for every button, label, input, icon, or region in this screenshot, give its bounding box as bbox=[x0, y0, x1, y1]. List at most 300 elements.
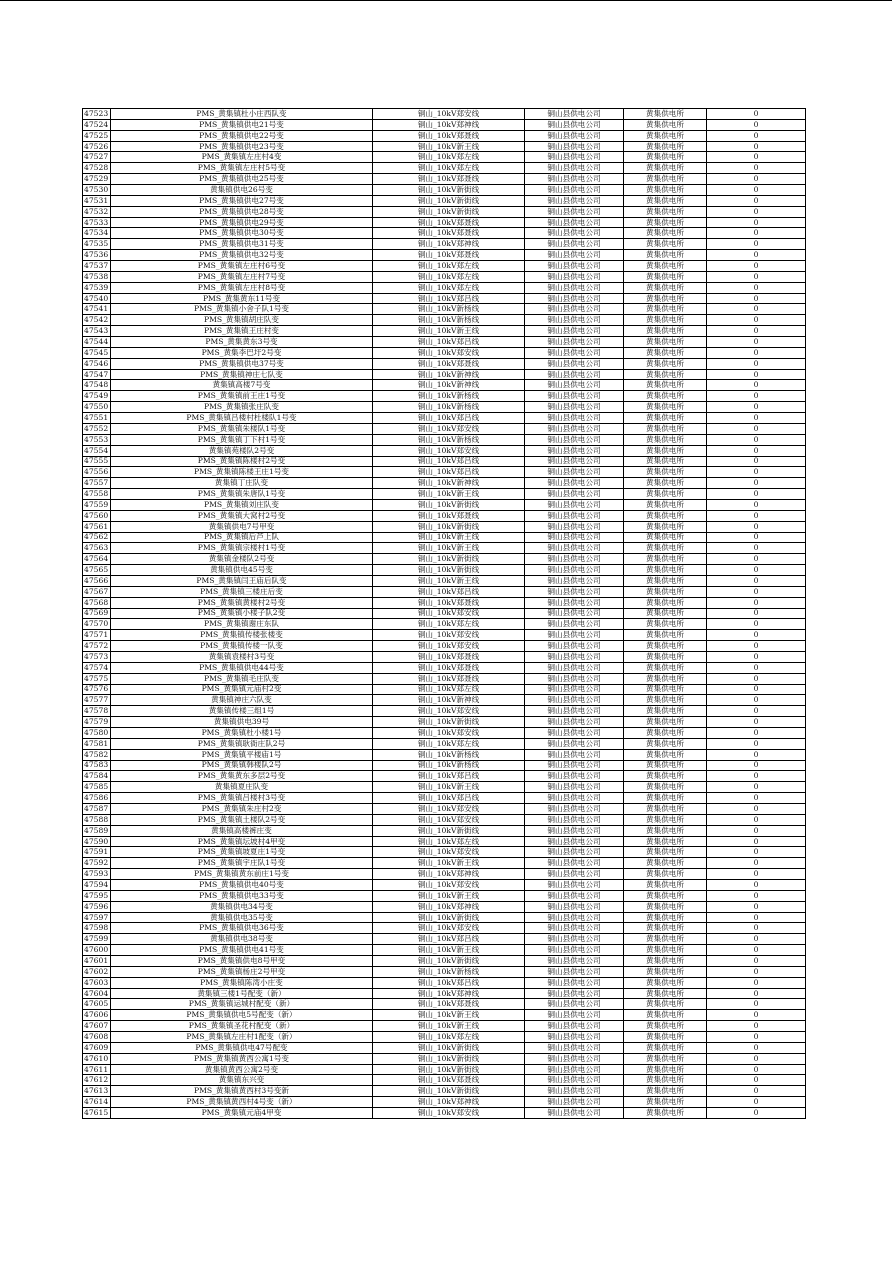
cell-transformer-name: PMS_黄集镇供电28号变 bbox=[111, 206, 373, 217]
table-row bbox=[83, 456, 806, 467]
table-row bbox=[83, 413, 806, 424]
cell-transformer-name: PMS_黄集镇胡庄队变 bbox=[111, 315, 373, 326]
cell-company: 铜山县供电公司 bbox=[525, 771, 624, 782]
cell-station: 黄集供电所 bbox=[624, 380, 707, 391]
cell-station: 黄集供电所 bbox=[624, 521, 707, 532]
cell-transformer-name: PMS_黄集镇朱庄村2变 bbox=[111, 804, 373, 815]
cell-id: 47538 bbox=[83, 271, 111, 282]
cell-count: 0 bbox=[707, 489, 806, 500]
cell-id: 47574 bbox=[83, 662, 111, 673]
table-row bbox=[83, 641, 806, 652]
cell-transformer-name: PMS_黄集镇供电31号变 bbox=[111, 239, 373, 250]
cell-transformer-name: PMS_黄集镇黄西村4号变（新） bbox=[111, 1097, 373, 1108]
table-row bbox=[83, 858, 806, 869]
cell-feeder-line: 铜山_10kV新神线 bbox=[373, 695, 525, 706]
cell-count: 0 bbox=[707, 847, 806, 858]
cell-transformer-name: PMS_黄集镇耿衙庄队2号 bbox=[111, 738, 373, 749]
cell-id: 47606 bbox=[83, 1010, 111, 1021]
cell-station: 黄集供电所 bbox=[624, 1097, 707, 1108]
spreadsheet-page bbox=[82, 108, 806, 1119]
table-row bbox=[83, 217, 806, 228]
cell-count: 0 bbox=[707, 641, 806, 652]
table-row bbox=[83, 630, 806, 641]
cell-id: 47583 bbox=[83, 760, 111, 771]
table-row bbox=[83, 749, 806, 760]
cell-station: 黄集供电所 bbox=[624, 152, 707, 163]
cell-count: 0 bbox=[707, 1032, 806, 1043]
cell-id: 47576 bbox=[83, 684, 111, 695]
cell-transformer-name: PMS_黄集镇坡夏庄1号变 bbox=[111, 847, 373, 858]
cell-transformer-name: 黄集镇东兴变 bbox=[111, 1075, 373, 1086]
cell-feeder-line: 铜山_10kV新街线 bbox=[373, 565, 525, 576]
cell-feeder-line: 铜山_10kV郑吕线 bbox=[373, 467, 525, 478]
cell-feeder-line: 铜山_10kV郑安线 bbox=[373, 423, 525, 434]
cell-id: 47525 bbox=[83, 130, 111, 141]
cell-feeder-line: 铜山_10kV郑左线 bbox=[373, 738, 525, 749]
cell-station: 黄集供电所 bbox=[624, 923, 707, 934]
cell-transformer-name: PMS_黄集镇闫王庙后队变 bbox=[111, 575, 373, 586]
cell-feeder-line: 铜山_10kV郑聂线 bbox=[373, 250, 525, 261]
cell-company: 铜山县供电公司 bbox=[525, 456, 624, 467]
cell-id: 47527 bbox=[83, 152, 111, 163]
cell-company: 铜山县供电公司 bbox=[525, 304, 624, 315]
cell-transformer-name: PMS_黄集镇传楼一队变 bbox=[111, 641, 373, 652]
cell-feeder-line: 铜山_10kV新王线 bbox=[373, 326, 525, 337]
cell-transformer-name: PMS_黄集镇黄西公寓1号变 bbox=[111, 1053, 373, 1064]
cell-id: 47605 bbox=[83, 999, 111, 1010]
cell-count: 0 bbox=[707, 858, 806, 869]
cell-company: 铜山县供电公司 bbox=[525, 250, 624, 261]
cell-station: 黄集供电所 bbox=[624, 749, 707, 760]
cell-station: 黄集供电所 bbox=[624, 793, 707, 804]
cell-count: 0 bbox=[707, 467, 806, 478]
cell-company: 铜山县供电公司 bbox=[525, 619, 624, 630]
cell-company: 铜山县供电公司 bbox=[525, 423, 624, 434]
cell-count: 0 bbox=[707, 684, 806, 695]
cell-id: 47601 bbox=[83, 956, 111, 967]
cell-company: 铜山县供电公司 bbox=[525, 1053, 624, 1064]
cell-id: 47535 bbox=[83, 239, 111, 250]
cell-count: 0 bbox=[707, 565, 806, 576]
cell-company: 铜山县供电公司 bbox=[525, 738, 624, 749]
table-row bbox=[83, 814, 806, 825]
table-row bbox=[83, 782, 806, 793]
cell-company: 铜山县供电公司 bbox=[525, 543, 624, 554]
cell-feeder-line: 铜山_10kV新王线 bbox=[373, 489, 525, 500]
cell-feeder-line: 铜山_10kV新杨线 bbox=[373, 402, 525, 413]
cell-company: 铜山县供电公司 bbox=[525, 521, 624, 532]
cell-id: 47585 bbox=[83, 782, 111, 793]
cell-transformer-name: PMS_黄集镇张庄队变 bbox=[111, 402, 373, 413]
table-row bbox=[83, 228, 806, 239]
cell-company: 铜山县供电公司 bbox=[525, 695, 624, 706]
cell-station: 黄集供电所 bbox=[624, 1075, 707, 1086]
cell-feeder-line: 铜山_10kV郑安线 bbox=[373, 608, 525, 619]
table-row bbox=[83, 575, 806, 586]
table-row bbox=[83, 597, 806, 608]
cell-count: 0 bbox=[707, 391, 806, 402]
table-row bbox=[83, 956, 806, 967]
cell-id: 47586 bbox=[83, 793, 111, 804]
cell-transformer-name: PMS_黄集镇杨庄2号甲变 bbox=[111, 966, 373, 977]
cell-company: 铜山县供电公司 bbox=[525, 347, 624, 358]
table-row bbox=[83, 1032, 806, 1043]
cell-transformer-name: PMS_黄集镇平楼庙1号 bbox=[111, 749, 373, 760]
cell-feeder-line: 铜山_10kV郑神线 bbox=[373, 239, 525, 250]
cell-station: 黄集供电所 bbox=[624, 1010, 707, 1021]
cell-id: 47589 bbox=[83, 825, 111, 836]
cell-company: 铜山县供电公司 bbox=[525, 402, 624, 413]
cell-transformer-name: 黄集镇传楼三组1号 bbox=[111, 706, 373, 717]
table-row bbox=[83, 836, 806, 847]
cell-feeder-line: 铜山_10kV郑聂线 bbox=[373, 217, 525, 228]
cell-feeder-line: 铜山_10kV新街线 bbox=[373, 956, 525, 967]
cell-feeder-line: 铜山_10kV新杨线 bbox=[373, 315, 525, 326]
cell-id: 47546 bbox=[83, 358, 111, 369]
cell-count: 0 bbox=[707, 445, 806, 456]
cell-transformer-name: PMS_黄集镇供电21号变 bbox=[111, 119, 373, 130]
cell-feeder-line: 铜山_10kV新杨线 bbox=[373, 434, 525, 445]
cell-transformer-name: PMS_黄集镇黄西村3号变新 bbox=[111, 1086, 373, 1097]
cell-count: 0 bbox=[707, 532, 806, 543]
cell-id: 47593 bbox=[83, 869, 111, 880]
table-row bbox=[83, 282, 806, 293]
cell-station: 黄集供电所 bbox=[624, 684, 707, 695]
cell-company: 铜山县供电公司 bbox=[525, 673, 624, 684]
cell-count: 0 bbox=[707, 1064, 806, 1075]
cell-feeder-line: 铜山_10kV新街线 bbox=[373, 1053, 525, 1064]
cell-count: 0 bbox=[707, 163, 806, 174]
cell-count: 0 bbox=[707, 695, 806, 706]
cell-id: 47577 bbox=[83, 695, 111, 706]
table-row bbox=[83, 109, 806, 120]
cell-station: 黄集供电所 bbox=[624, 109, 707, 120]
cell-count: 0 bbox=[707, 630, 806, 641]
cell-count: 0 bbox=[707, 1075, 806, 1086]
table-row bbox=[83, 760, 806, 771]
cell-transformer-name: PMS_黄集镇左庄村5号变 bbox=[111, 163, 373, 174]
cell-company: 铜山县供电公司 bbox=[525, 814, 624, 825]
table-row bbox=[83, 825, 806, 836]
cell-count: 0 bbox=[707, 282, 806, 293]
cell-transformer-name: PMS_黄集镇左庄村1配变（新） bbox=[111, 1032, 373, 1043]
cell-station: 黄集供电所 bbox=[624, 956, 707, 967]
cell-company: 铜山县供电公司 bbox=[525, 391, 624, 402]
cell-transformer-name: PMS_黄集镇黄楼村2号变 bbox=[111, 597, 373, 608]
cell-count: 0 bbox=[707, 380, 806, 391]
table-row bbox=[83, 358, 806, 369]
table-row bbox=[83, 1021, 806, 1032]
cell-feeder-line: 铜山_10kV郑聂线 bbox=[373, 174, 525, 185]
cell-feeder-line: 铜山_10kV郑左线 bbox=[373, 684, 525, 695]
cell-company: 铜山县供电公司 bbox=[525, 1086, 624, 1097]
table-row bbox=[83, 434, 806, 445]
table-row bbox=[83, 380, 806, 391]
cell-feeder-line: 铜山_10kV新杨线 bbox=[373, 304, 525, 315]
cell-transformer-name: PMS_黄集镇朱楼队1号变 bbox=[111, 423, 373, 434]
cell-transformer-name: PMS_黄集镇韩楼队2号 bbox=[111, 760, 373, 771]
table-row bbox=[83, 1053, 806, 1064]
cell-station: 黄集供电所 bbox=[624, 988, 707, 999]
cell-count: 0 bbox=[707, 923, 806, 934]
cell-company: 铜山县供电公司 bbox=[525, 141, 624, 152]
cell-company: 铜山县供电公司 bbox=[525, 293, 624, 304]
cell-company: 铜山县供电公司 bbox=[525, 380, 624, 391]
cell-station: 黄集供电所 bbox=[624, 1053, 707, 1064]
cell-feeder-line: 铜山_10kV新街线 bbox=[373, 717, 525, 728]
table-row bbox=[83, 445, 806, 456]
cell-station: 黄集供电所 bbox=[624, 651, 707, 662]
table-row bbox=[83, 695, 806, 706]
cell-feeder-line: 铜山_10kV新王线 bbox=[373, 543, 525, 554]
cell-company: 铜山县供电公司 bbox=[525, 684, 624, 695]
cell-company: 铜山县供电公司 bbox=[525, 782, 624, 793]
cell-transformer-name: 黄集镇高楼裤庄变 bbox=[111, 825, 373, 836]
cell-count: 0 bbox=[707, 185, 806, 196]
cell-id: 47555 bbox=[83, 456, 111, 467]
cell-count: 0 bbox=[707, 825, 806, 836]
cell-transformer-name: PMS_黄集镇左庄村7号变 bbox=[111, 271, 373, 282]
cell-station: 黄集供电所 bbox=[624, 402, 707, 413]
table-row bbox=[83, 771, 806, 782]
cell-transformer-name: PMS_黄集镇杜小楼1号 bbox=[111, 727, 373, 738]
cell-id: 47610 bbox=[83, 1053, 111, 1064]
cell-transformer-name: PMS_黄集镇供电5号配变（新） bbox=[111, 1010, 373, 1021]
cell-count: 0 bbox=[707, 174, 806, 185]
cell-id: 47562 bbox=[83, 532, 111, 543]
cell-station: 黄集供电所 bbox=[624, 532, 707, 543]
cell-company: 铜山县供电公司 bbox=[525, 109, 624, 120]
cell-transformer-name: 黄集镇袁楼村3号变 bbox=[111, 651, 373, 662]
table-row bbox=[83, 163, 806, 174]
cell-station: 黄集供电所 bbox=[624, 1032, 707, 1043]
cell-id: 47566 bbox=[83, 575, 111, 586]
cell-transformer-name: PMS_黄集镇左庄村4变 bbox=[111, 152, 373, 163]
cell-station: 黄集供电所 bbox=[624, 358, 707, 369]
cell-count: 0 bbox=[707, 261, 806, 272]
cell-feeder-line: 铜山_10kV新街线 bbox=[373, 185, 525, 196]
cell-count: 0 bbox=[707, 1097, 806, 1108]
cell-company: 铜山县供电公司 bbox=[525, 271, 624, 282]
cell-count: 0 bbox=[707, 597, 806, 608]
cell-id: 47544 bbox=[83, 337, 111, 348]
table-row bbox=[83, 565, 806, 576]
cell-feeder-line: 铜山_10kV郑左线 bbox=[373, 271, 525, 282]
cell-feeder-line: 铜山_10kV郑左线 bbox=[373, 619, 525, 630]
cell-id: 47567 bbox=[83, 586, 111, 597]
cell-count: 0 bbox=[707, 239, 806, 250]
cell-company: 铜山县供电公司 bbox=[525, 1032, 624, 1043]
cell-company: 铜山县供电公司 bbox=[525, 434, 624, 445]
table-row bbox=[83, 934, 806, 945]
cell-count: 0 bbox=[707, 413, 806, 424]
table-row bbox=[83, 1097, 806, 1108]
cell-company: 铜山县供电公司 bbox=[525, 239, 624, 250]
cell-id: 47591 bbox=[83, 847, 111, 858]
table-row bbox=[83, 195, 806, 206]
cell-station: 黄集供电所 bbox=[624, 836, 707, 847]
cell-feeder-line: 铜山_10kV郑安线 bbox=[373, 1108, 525, 1119]
table-row bbox=[83, 1064, 806, 1075]
cell-station: 黄集供电所 bbox=[624, 977, 707, 988]
cell-company: 铜山县供电公司 bbox=[525, 315, 624, 326]
cell-station: 黄集供电所 bbox=[624, 282, 707, 293]
cell-feeder-line: 铜山_10kV郑安线 bbox=[373, 804, 525, 815]
cell-station: 黄集供电所 bbox=[624, 130, 707, 141]
cell-id: 47599 bbox=[83, 934, 111, 945]
cell-station: 黄集供电所 bbox=[624, 695, 707, 706]
cell-count: 0 bbox=[707, 771, 806, 782]
cell-feeder-line: 铜山_10kV郑聂线 bbox=[373, 999, 525, 1010]
cell-transformer-name: PMS_黄集镇元庙4甲变 bbox=[111, 1108, 373, 1119]
cell-transformer-name: 黄集镇黄西公寓2号变 bbox=[111, 1064, 373, 1075]
cell-count: 0 bbox=[707, 880, 806, 891]
cell-company: 铜山县供电公司 bbox=[525, 119, 624, 130]
cell-station: 黄集供电所 bbox=[624, 326, 707, 337]
cell-count: 0 bbox=[707, 814, 806, 825]
cell-id: 47552 bbox=[83, 423, 111, 434]
cell-transformer-name: PMS_黄集李巴圩2号变 bbox=[111, 347, 373, 358]
cell-count: 0 bbox=[707, 119, 806, 130]
cell-transformer-name: 黄集镇金楼队2号变 bbox=[111, 554, 373, 565]
cell-feeder-line: 铜山_10kV新王线 bbox=[373, 1010, 525, 1021]
table-row bbox=[83, 706, 806, 717]
cell-id: 47557 bbox=[83, 478, 111, 489]
cell-company: 铜山县供电公司 bbox=[525, 999, 624, 1010]
cell-feeder-line: 铜山_10kV郑聂线 bbox=[373, 130, 525, 141]
table-row bbox=[83, 391, 806, 402]
cell-company: 铜山县供电公司 bbox=[525, 1075, 624, 1086]
table-row bbox=[83, 684, 806, 695]
table-row bbox=[83, 185, 806, 196]
cell-id: 47530 bbox=[83, 185, 111, 196]
cell-company: 铜山县供电公司 bbox=[525, 1021, 624, 1032]
table-row bbox=[83, 727, 806, 738]
cell-company: 铜山县供电公司 bbox=[525, 206, 624, 217]
cell-id: 47579 bbox=[83, 717, 111, 728]
cell-count: 0 bbox=[707, 966, 806, 977]
cell-company: 铜山县供电公司 bbox=[525, 977, 624, 988]
cell-id: 47608 bbox=[83, 1032, 111, 1043]
cell-transformer-name: PMS_黄集镇供电22号变 bbox=[111, 130, 373, 141]
cell-company: 铜山县供电公司 bbox=[525, 934, 624, 945]
cell-feeder-line: 铜山_10kV郑神线 bbox=[373, 988, 525, 999]
cell-transformer-name: PMS_黄集镇杜小庄西队变 bbox=[111, 109, 373, 120]
cell-id: 47560 bbox=[83, 510, 111, 521]
cell-count: 0 bbox=[707, 869, 806, 880]
table-row bbox=[83, 608, 806, 619]
cell-station: 黄集供电所 bbox=[624, 934, 707, 945]
cell-company: 铜山县供电公司 bbox=[525, 651, 624, 662]
cell-feeder-line: 铜山_10kV郑聂线 bbox=[373, 510, 525, 521]
cell-company: 铜山县供电公司 bbox=[525, 890, 624, 901]
cell-id: 47543 bbox=[83, 326, 111, 337]
cell-station: 黄集供电所 bbox=[624, 804, 707, 815]
cell-id: 47582 bbox=[83, 749, 111, 760]
cell-feeder-line: 铜山_10kV郑聂线 bbox=[373, 228, 525, 239]
table-row bbox=[83, 1086, 806, 1097]
cell-transformer-name: PMS_黄集镇运城村配变（新） bbox=[111, 999, 373, 1010]
cell-company: 铜山县供电公司 bbox=[525, 749, 624, 760]
cell-company: 铜山县供电公司 bbox=[525, 510, 624, 521]
cell-id: 47615 bbox=[83, 1108, 111, 1119]
cell-station: 黄集供电所 bbox=[624, 543, 707, 554]
cell-station: 黄集供电所 bbox=[624, 814, 707, 825]
cell-company: 铜山县供电公司 bbox=[525, 185, 624, 196]
cell-id: 47541 bbox=[83, 304, 111, 315]
cell-station: 黄集供电所 bbox=[624, 489, 707, 500]
cell-feeder-line: 铜山_10kV新杨线 bbox=[373, 391, 525, 402]
cell-feeder-line: 铜山_10kV郑吕线 bbox=[373, 456, 525, 467]
cell-id: 47540 bbox=[83, 293, 111, 304]
cell-transformer-name: PMS_黄集镇供电29号变 bbox=[111, 217, 373, 228]
cell-company: 铜山县供电公司 bbox=[525, 923, 624, 934]
cell-station: 黄集供电所 bbox=[624, 782, 707, 793]
cell-company: 铜山县供电公司 bbox=[525, 478, 624, 489]
cell-company: 铜山县供电公司 bbox=[525, 836, 624, 847]
table-row bbox=[83, 738, 806, 749]
cell-company: 铜山县供电公司 bbox=[525, 413, 624, 424]
cell-company: 铜山县供电公司 bbox=[525, 152, 624, 163]
cell-feeder-line: 铜山_10kV郑左线 bbox=[373, 836, 525, 847]
cell-station: 黄集供电所 bbox=[624, 608, 707, 619]
cell-transformer-name: 黄集镇高楼7号变 bbox=[111, 380, 373, 391]
cell-feeder-line: 铜山_10kV郑吕线 bbox=[373, 977, 525, 988]
table-row bbox=[83, 423, 806, 434]
cell-company: 铜山县供电公司 bbox=[525, 912, 624, 923]
cell-station: 黄集供电所 bbox=[624, 1021, 707, 1032]
table-row bbox=[83, 793, 806, 804]
cell-transformer-name: PMS_黄集镇传楼张楼变 bbox=[111, 630, 373, 641]
cell-feeder-line: 铜山_10kV新街线 bbox=[373, 1086, 525, 1097]
cell-feeder-line: 铜山_10kV郑左线 bbox=[373, 282, 525, 293]
cell-id: 47569 bbox=[83, 608, 111, 619]
cell-count: 0 bbox=[707, 575, 806, 586]
cell-station: 黄集供电所 bbox=[624, 185, 707, 196]
cell-company: 铜山县供电公司 bbox=[525, 641, 624, 652]
cell-id: 47547 bbox=[83, 369, 111, 380]
cell-transformer-name: PMS_黄集镇神庄七队变 bbox=[111, 369, 373, 380]
table-row bbox=[83, 619, 806, 630]
cell-id: 47570 bbox=[83, 619, 111, 630]
cell-transformer-name: PMS_黄集镇供电32号变 bbox=[111, 250, 373, 261]
cell-company: 铜山县供电公司 bbox=[525, 217, 624, 228]
table-row bbox=[83, 510, 806, 521]
cell-company: 铜山县供电公司 bbox=[525, 901, 624, 912]
cell-transformer-name: PMS_黄集镇吕楼村杜楼队1号变 bbox=[111, 413, 373, 424]
table-body bbox=[83, 109, 806, 1119]
cell-transformer-name: 黄集镇供电39号 bbox=[111, 717, 373, 728]
cell-company: 铜山县供电公司 bbox=[525, 228, 624, 239]
table-row bbox=[83, 250, 806, 261]
cell-transformer-name: PMS_黄集镇土楼队2号变 bbox=[111, 814, 373, 825]
cell-count: 0 bbox=[707, 304, 806, 315]
cell-count: 0 bbox=[707, 619, 806, 630]
cell-transformer-name: 黄集镇苑楼队2号变 bbox=[111, 445, 373, 456]
cell-id: 47561 bbox=[83, 521, 111, 532]
cell-id: 47556 bbox=[83, 467, 111, 478]
cell-id: 47550 bbox=[83, 402, 111, 413]
table-row bbox=[83, 1010, 806, 1021]
cell-station: 黄集供电所 bbox=[624, 434, 707, 445]
cell-company: 铜山县供电公司 bbox=[525, 760, 624, 771]
cell-station: 黄集供电所 bbox=[624, 174, 707, 185]
table-row bbox=[83, 1075, 806, 1086]
cell-id: 47588 bbox=[83, 814, 111, 825]
cell-transformer-name: 黄集镇供电38号变 bbox=[111, 934, 373, 945]
cell-company: 铜山县供电公司 bbox=[525, 662, 624, 673]
cell-feeder-line: 铜山_10kV新王线 bbox=[373, 1021, 525, 1032]
